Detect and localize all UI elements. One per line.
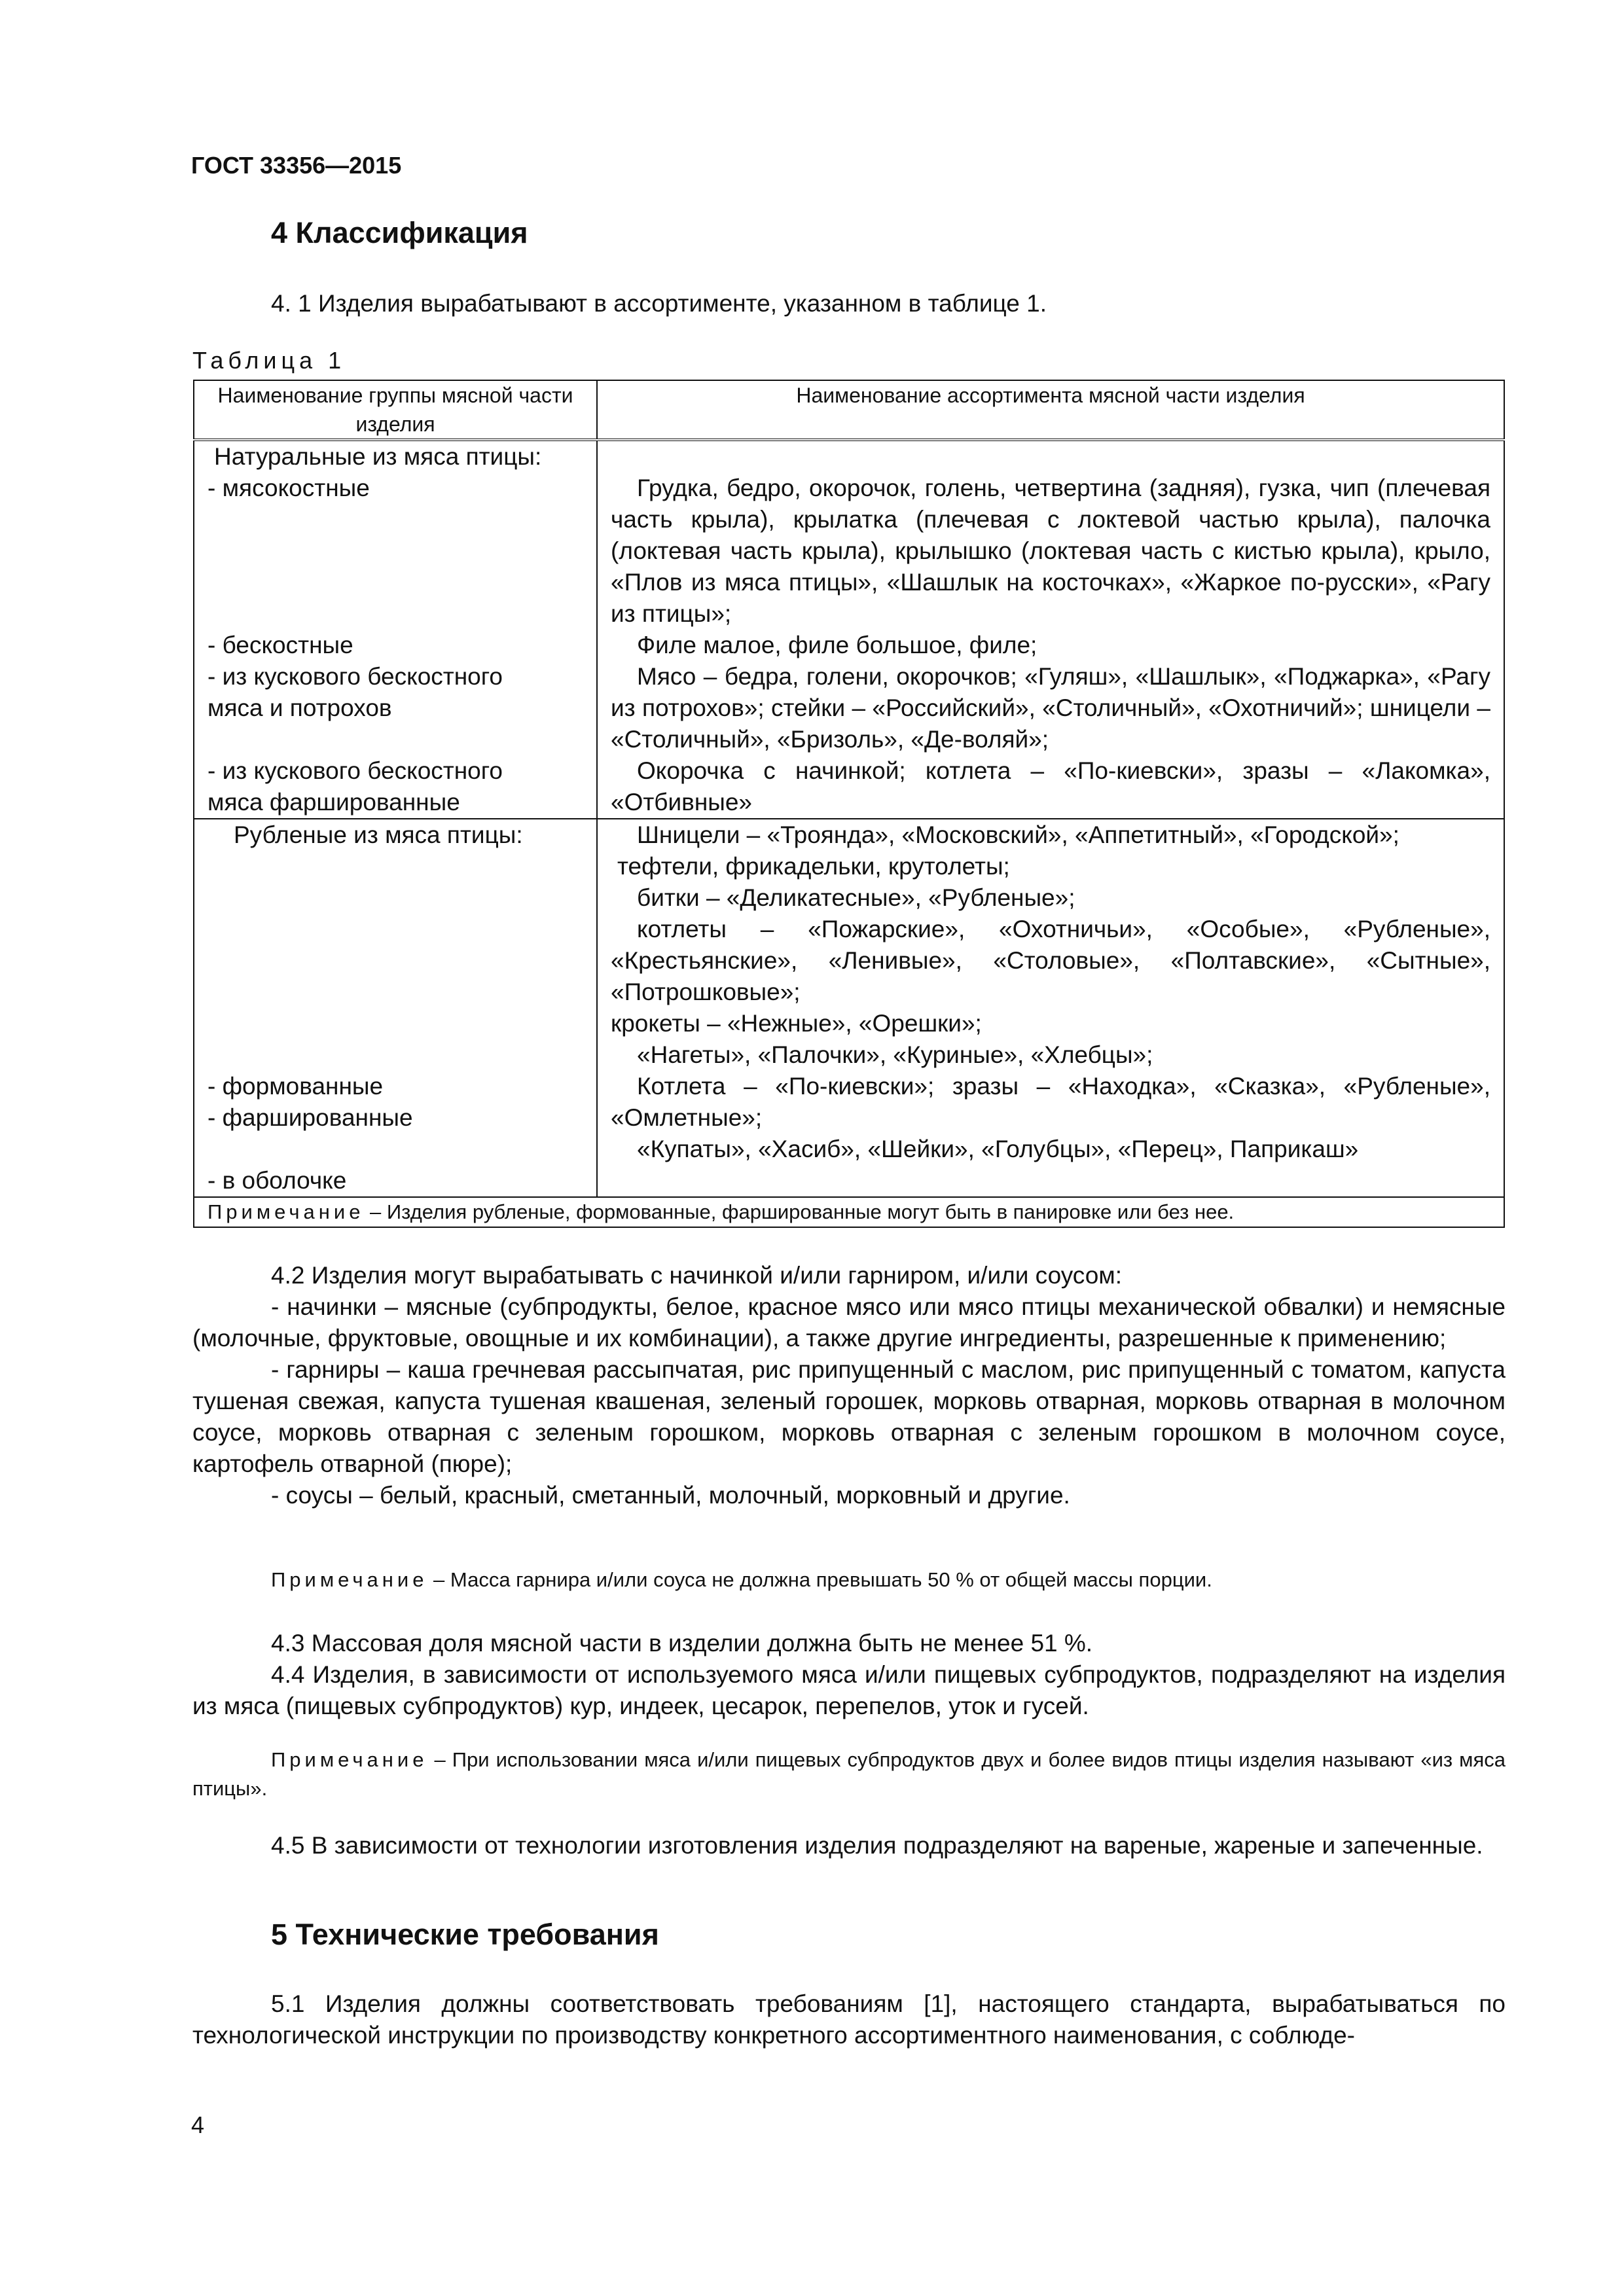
- table-note-row: [194, 1197, 1504, 1227]
- paragraph-4-4-note: [192, 1746, 1506, 1803]
- group-line: [208, 945, 583, 977]
- group-line: - мясокостные: [208, 475, 370, 501]
- group-line: - фаршированные: [208, 1104, 413, 1131]
- assortment-item: Филе малое, филе большое, филе;: [637, 632, 1038, 658]
- note-label: Примечание: [271, 1748, 428, 1771]
- group-line: - в оболочке: [208, 1167, 347, 1194]
- group-line: [208, 882, 583, 914]
- paragraph-4-2-fillings: - начинки – мясные (субпродукты, белое, красное мясо или мясо птицы механической обвалки) и немясные (молочные, фруктовые, овощные и их комбинации), а также другие ингредиенты, разрешенные к применению;: [192, 1293, 1506, 1352]
- group-line: Натуральные из мяса птицы:: [214, 443, 542, 470]
- assortment-cell-natural: [597, 440, 1504, 819]
- paragraph-4-4: 4.4 Изделия, в зависимости от используемого мяса и/или пищевых субпродуктов, подразделяют на изделия из мяса (пищевых субпродуктов) кур, индеек, цесарок, перепелов, уток и гусей.: [192, 1661, 1506, 1719]
- group-line: [208, 914, 583, 945]
- note-text: – При использовании мяса и/или пищевых субпродуктов двух и более видов птицы изделия называют «из мяса птицы».: [192, 1748, 1506, 1800]
- paragraph-5-1: 5.1 Изделия должны соответствовать требованиям [1], настоящего стандарта, вырабатываться по технологической инструкции по производству конкретного ассортиментного наименования, с соблюде-: [192, 1990, 1506, 2049]
- group-line: - формованные: [208, 1073, 384, 1100]
- assortment-item: «Нагеты», «Палочки», «Куриные», «Хлебцы»;: [637, 1041, 1153, 1068]
- section-4-title: 4 Классификация: [271, 216, 528, 249]
- paragraph-4-2: [192, 1260, 1506, 1511]
- assortment-item: битки – «Деликатесные», «Рубленые»;: [637, 884, 1075, 911]
- paragraph-4-5: 4.5 В зависимости от технологии изготовления изделия подразделяют на вареные, жареные и запеченные.: [271, 1832, 1483, 1859]
- assortment-item: Мясо – бедра, голени, окорочков; «Гуляш», «Шашлык», «Поджарка», «Рагу из потрохов»; стейки – «Российский», «Столичный», «Охотничий»; шницели – «Столичный», «Бризоль», «Де-воляй»;: [611, 663, 1490, 753]
- paragraph-4-3: 4.3 Массовая доля мясной части в изделии должна быть не менее 51 %.: [271, 1630, 1093, 1657]
- assortment-cell-minced: [597, 819, 1504, 1197]
- group-line: - из кускового бескостного: [208, 663, 503, 690]
- group-line: [208, 504, 583, 535]
- assortment-item: «Купаты», «Хасиб», «Шейки», «Голубцы», «Перец», Паприкаш»: [637, 1136, 1359, 1162]
- paragraph-4-2-note: [271, 1566, 1506, 1594]
- paragraph-4-2-sauces: - соусы – белый, красный, сметанный, молочный, морковный и другие.: [271, 1482, 1070, 1509]
- group-cell-minced: [194, 819, 597, 1197]
- assortment-item: Котлета – «По-киевски»; зразы – «Находка», «Сказка», «Рубленые», «Омлетные»;: [611, 1073, 1490, 1131]
- assortment-item: крокеты – «Нежные», «Орешки»;: [611, 1010, 982, 1037]
- group-line: Рубленые из мяса птицы:: [234, 821, 523, 848]
- page-number: 4: [191, 2111, 205, 2138]
- group-line: [208, 977, 583, 1008]
- column-header-assortment: Наименование ассортимента мясной части изделия: [597, 380, 1504, 440]
- group-line: - из кускового бескостного: [208, 757, 503, 784]
- section-5-title: 5 Технические требования: [271, 1918, 659, 1951]
- note-text: – Изделия рубленые, формованные, фаршированные могут быть в панировке или без нее.: [364, 1200, 1235, 1223]
- table-note: [194, 1197, 1504, 1227]
- paragraph-4-1: 4. 1 Изделия вырабатывают в ассортименте, указанном в таблице 1.: [271, 290, 1047, 317]
- assortment-item: Грудка, бедро, окорочок, голень, четвертина (задняя), гузка, чип (плечевая часть крыла), крылатка (плечевая с локтевой частью крыла), палочка (локтевая часть крыла), крылышко (локтевая часть с кистью крыла), крыло, «Плов из мяса птицы», «Шашлык на косточках», «Жаркое по-русски», «Рагу из птицы»;: [611, 475, 1490, 627]
- classification-table: [193, 380, 1505, 1228]
- group-line: [208, 535, 583, 567]
- group-line: - бескостные: [208, 632, 353, 658]
- note-text: – Масса гарнира и/или соуса не должна превышать 50 % от общей массы порции.: [427, 1568, 1212, 1591]
- table-header-row: [194, 380, 1504, 440]
- table-row-minced: [194, 819, 1504, 1197]
- column-header-group: Наименование группы мясной части изделия: [194, 380, 597, 440]
- group-cell-natural: [194, 440, 597, 819]
- group-line: [208, 1039, 583, 1071]
- document-code: ГОСТ 33356—2015: [191, 152, 402, 179]
- note-label: Примечание: [208, 1200, 365, 1223]
- note-label: Примечание: [271, 1568, 428, 1591]
- group-line: [208, 598, 583, 630]
- group-line: [208, 567, 583, 598]
- paragraph-4-2-intro: 4.2 Изделия могут вырабатывать с начинкой и/или гарниром, и/или соусом:: [271, 1262, 1123, 1289]
- paragraph-4-2-garnishes: - гарниры – каша гречневая рассыпчатая, рис припущенный с маслом, рис припущенный с томатом, капуста тушеная свежая, капуста тушеная квашеная, зеленый горошек, морковь отварная, морковь отварная в молочном соусе, морковь отварная с зеленым горошком, морковь отварная с зеленым горошком в молочном соусе, картофель отварной (пюре);: [192, 1356, 1506, 1477]
- table-row-natural: [194, 440, 1504, 819]
- group-line: мяса и потрохов: [208, 694, 392, 721]
- group-line: [208, 724, 583, 755]
- assortment-item: Окорочка с начинкой; котлета – «По-киевски», зразы – «Лакомка», «Отбивные»: [611, 757, 1490, 816]
- assortment-item: котлеты – «Пожарские», «Охотничьи», «Особые», «Рубленые», «Крестьянские», «Ленивые», «Столовые», «Полтавские», «Сытные», «Потрошковые»;: [611, 916, 1490, 1005]
- table-caption: Таблица 1: [192, 347, 346, 374]
- assortment-item: Шницели – «Троянда», «Московский», «Аппетитный», «Городской»;: [637, 821, 1399, 848]
- group-line: мяса фаршированные: [208, 789, 460, 816]
- group-line: [208, 1134, 583, 1165]
- group-line: [208, 1008, 583, 1039]
- group-line: [208, 851, 583, 882]
- assortment-item: тефтели, фрикадельки, крутолеты;: [617, 853, 1010, 880]
